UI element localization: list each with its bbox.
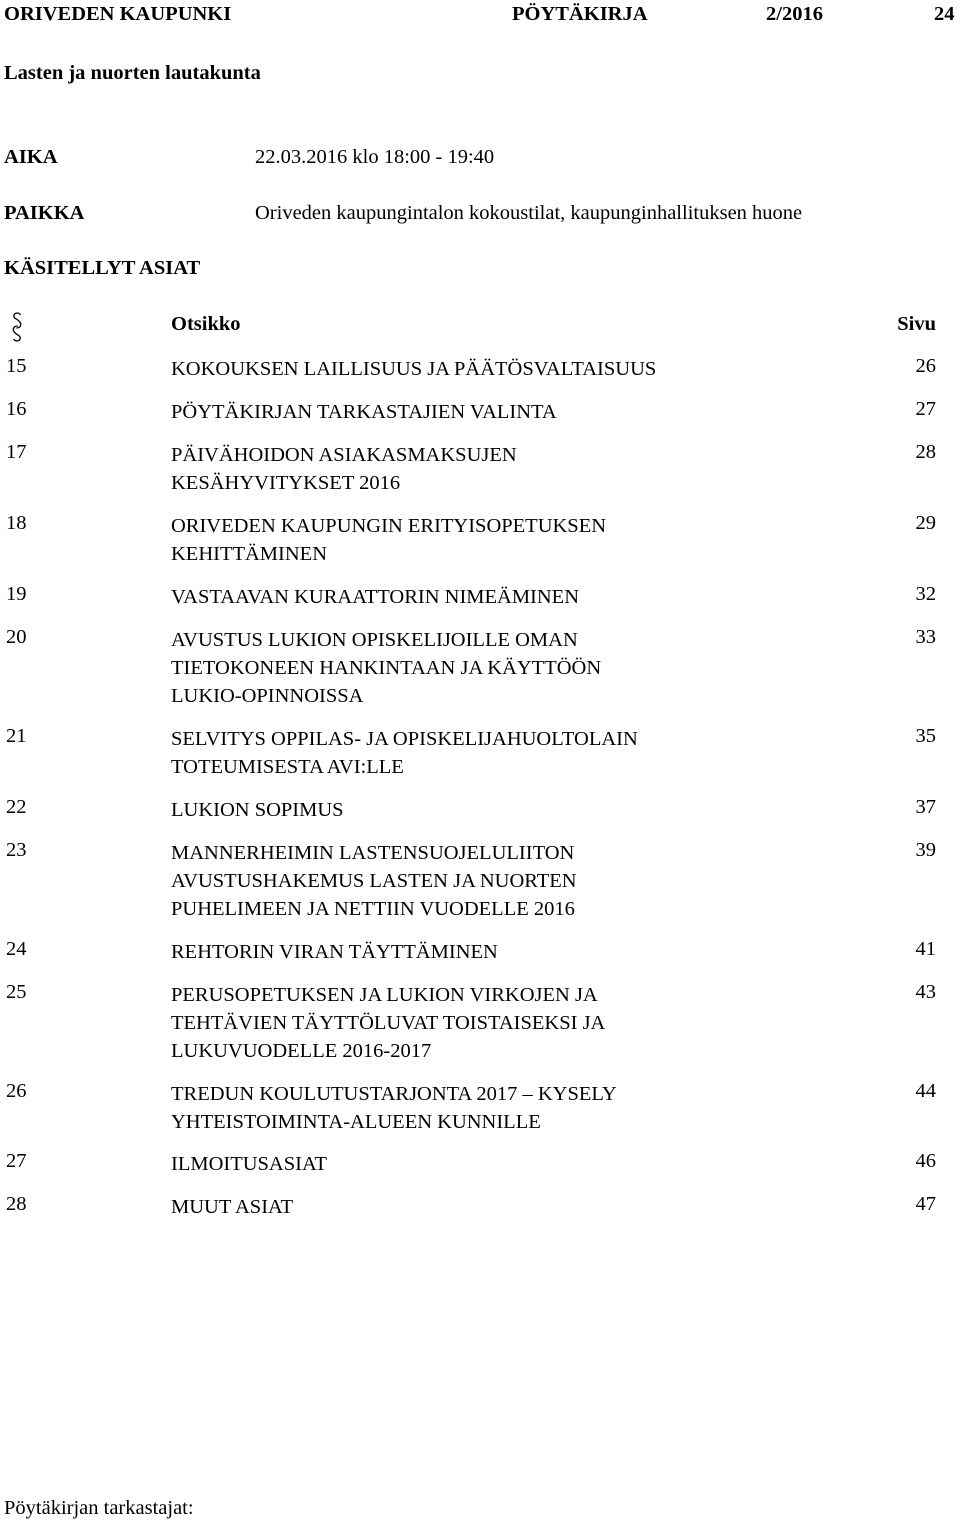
toc-item-number: 24 xyxy=(6,938,27,960)
toc-item-title-line: MUUT ASIAT xyxy=(171,1196,294,1218)
toc-item-title xyxy=(171,938,498,966)
toc-item-title-line: AVUSTUSHAKEMUS LASTEN JA NUORTEN xyxy=(171,870,577,892)
toc-item-title-line: ORIVEDEN KAUPUNGIN ERITYISOPETUKSEN xyxy=(171,515,607,537)
toc-item-title-line: KOKOUKSEN LAILLISUUS JA PÄÄTÖSVALTAISUUS xyxy=(171,358,657,380)
section-sign-icon xyxy=(11,312,23,342)
toc-item-title xyxy=(171,398,557,426)
toc-item-number: 27 xyxy=(6,1150,27,1172)
toc-item-title-line: TIETOKONEEN HANKINTAAN JA KÄYTTÖÖN xyxy=(171,657,602,679)
toc-item-title xyxy=(171,1150,327,1178)
toc-item-title xyxy=(171,355,656,383)
toc-page-header: Sivu xyxy=(897,313,936,335)
toc-item-number: 28 xyxy=(6,1193,27,1215)
toc-item-number: 21 xyxy=(6,725,27,747)
toc-item-page: 37 xyxy=(915,796,936,818)
toc-item-title xyxy=(171,626,601,710)
toc-item-page: 28 xyxy=(915,441,936,463)
toc-item-title-line: PÄIVÄHOIDON ASIAKASMAKSUJEN xyxy=(171,444,517,466)
organization-name: ORIVEDEN KAUPUNKI xyxy=(4,3,232,25)
toc-item-page: 41 xyxy=(915,938,936,960)
toc-item-title-line: LUKION SOPIMUS xyxy=(171,799,344,821)
toc-item-page: 39 xyxy=(915,839,936,861)
place-value: Oriveden kaupungintalon kokoustilat, kaupunginhallituksen huone xyxy=(255,202,803,224)
toc-item-page: 26 xyxy=(915,355,936,377)
toc-item-page: 43 xyxy=(915,981,936,1003)
toc-item-title-line: SELVITYS OPPILAS- JA OPISKELIJAHUOLTOLAIN xyxy=(171,728,638,750)
toc-item-title-line: LUKUVUODELLE 2016-2017 xyxy=(171,1040,432,1062)
toc-item-title-line: ILMOITUSASIAT xyxy=(171,1153,328,1175)
toc-item-number: 19 xyxy=(6,583,27,605)
toc-item-title xyxy=(171,512,606,568)
toc-item-title-line: PUHELIMEEN JA NETTIIN VUODELLE 2016 xyxy=(171,898,575,920)
toc-item-page: 46 xyxy=(915,1150,936,1172)
toc-item-title-line: TEHTÄVIEN TÄYTTÖLUVAT TOISTAISEKSI JA xyxy=(171,1012,606,1034)
toc-item-number: 26 xyxy=(6,1080,27,1102)
toc-item-title-line: KESÄHYVITYKSET 2016 xyxy=(171,472,401,494)
toc-item-page: 35 xyxy=(915,725,936,747)
items-heading: KÄSITELLYT ASIAT xyxy=(4,257,201,279)
time-value: 22.03.2016 klo 18:00 - 19:40 xyxy=(255,146,495,168)
toc-title-header: Otsikko xyxy=(171,313,241,335)
toc-item-title-line: VASTAAVAN KURAATTORIN NIMEÄMINEN xyxy=(171,586,580,608)
toc-item-number: 23 xyxy=(6,839,27,861)
toc-item-title-line: YHTEISTOIMINTA-ALUEEN KUNNILLE xyxy=(171,1111,541,1133)
time-label: AIKA xyxy=(4,146,58,168)
toc-item-number: 25 xyxy=(6,981,27,1003)
toc-item-number: 17 xyxy=(6,441,27,463)
toc-item-number: 22 xyxy=(6,796,27,818)
toc-item-title xyxy=(171,441,517,497)
toc-item-title-line: PERUSOPETUKSEN JA LUKION VIRKOJEN JA xyxy=(171,984,598,1006)
toc-item-title-line: AVUSTUS LUKION OPISKELIJOILLE OMAN xyxy=(171,629,578,651)
toc-item-title-line: LUKIO-OPINNOISSA xyxy=(171,685,364,707)
toc-item-page: 32 xyxy=(915,583,936,605)
toc-item-title-line: TOTEUMISESTA AVI:LLE xyxy=(171,756,404,778)
toc-item-title xyxy=(171,1080,617,1136)
toc-item-title xyxy=(171,839,577,923)
toc-item-title xyxy=(171,1193,293,1221)
toc-item-number: 20 xyxy=(6,626,27,648)
toc-item-title-line: KEHITTÄMINEN xyxy=(171,543,327,565)
toc-item-number: 18 xyxy=(6,512,27,534)
toc-item-title-line: REHTORIN VIRAN TÄYTTÄMINEN xyxy=(171,941,498,963)
toc-item-page: 44 xyxy=(915,1080,936,1102)
toc-item-page: 27 xyxy=(915,398,936,420)
committee-name: Lasten ja nuorten lautakunta xyxy=(4,62,261,84)
document-number: 2/2016 xyxy=(766,3,823,25)
toc-item-title-line: PÖYTÄKIRJAN TARKASTAJIEN VALINTA xyxy=(171,401,557,423)
place-label: PAIKKA xyxy=(4,202,85,224)
toc-item-title xyxy=(171,725,638,781)
toc-item-page: 47 xyxy=(915,1193,936,1215)
toc-item-title xyxy=(171,796,344,824)
toc-item-title-line: MANNERHEIMIN LASTENSUOJELULIITON xyxy=(171,842,575,864)
toc-item-page: 29 xyxy=(915,512,936,534)
toc-item-title xyxy=(171,583,579,611)
reviewers-label: Pöytäkirjan tarkastajat: xyxy=(4,1497,194,1519)
page-number: 24 xyxy=(934,3,955,25)
document-type: PÖYTÄKIRJA xyxy=(512,3,648,25)
toc-item-page: 33 xyxy=(915,626,936,648)
toc-item-number: 16 xyxy=(6,398,27,420)
toc-item-number: 15 xyxy=(6,355,27,377)
toc-item-title xyxy=(171,981,605,1065)
toc-item-title-line: TREDUN KOULUTUSTARJONTA 2017 – KYSELY xyxy=(171,1083,617,1105)
